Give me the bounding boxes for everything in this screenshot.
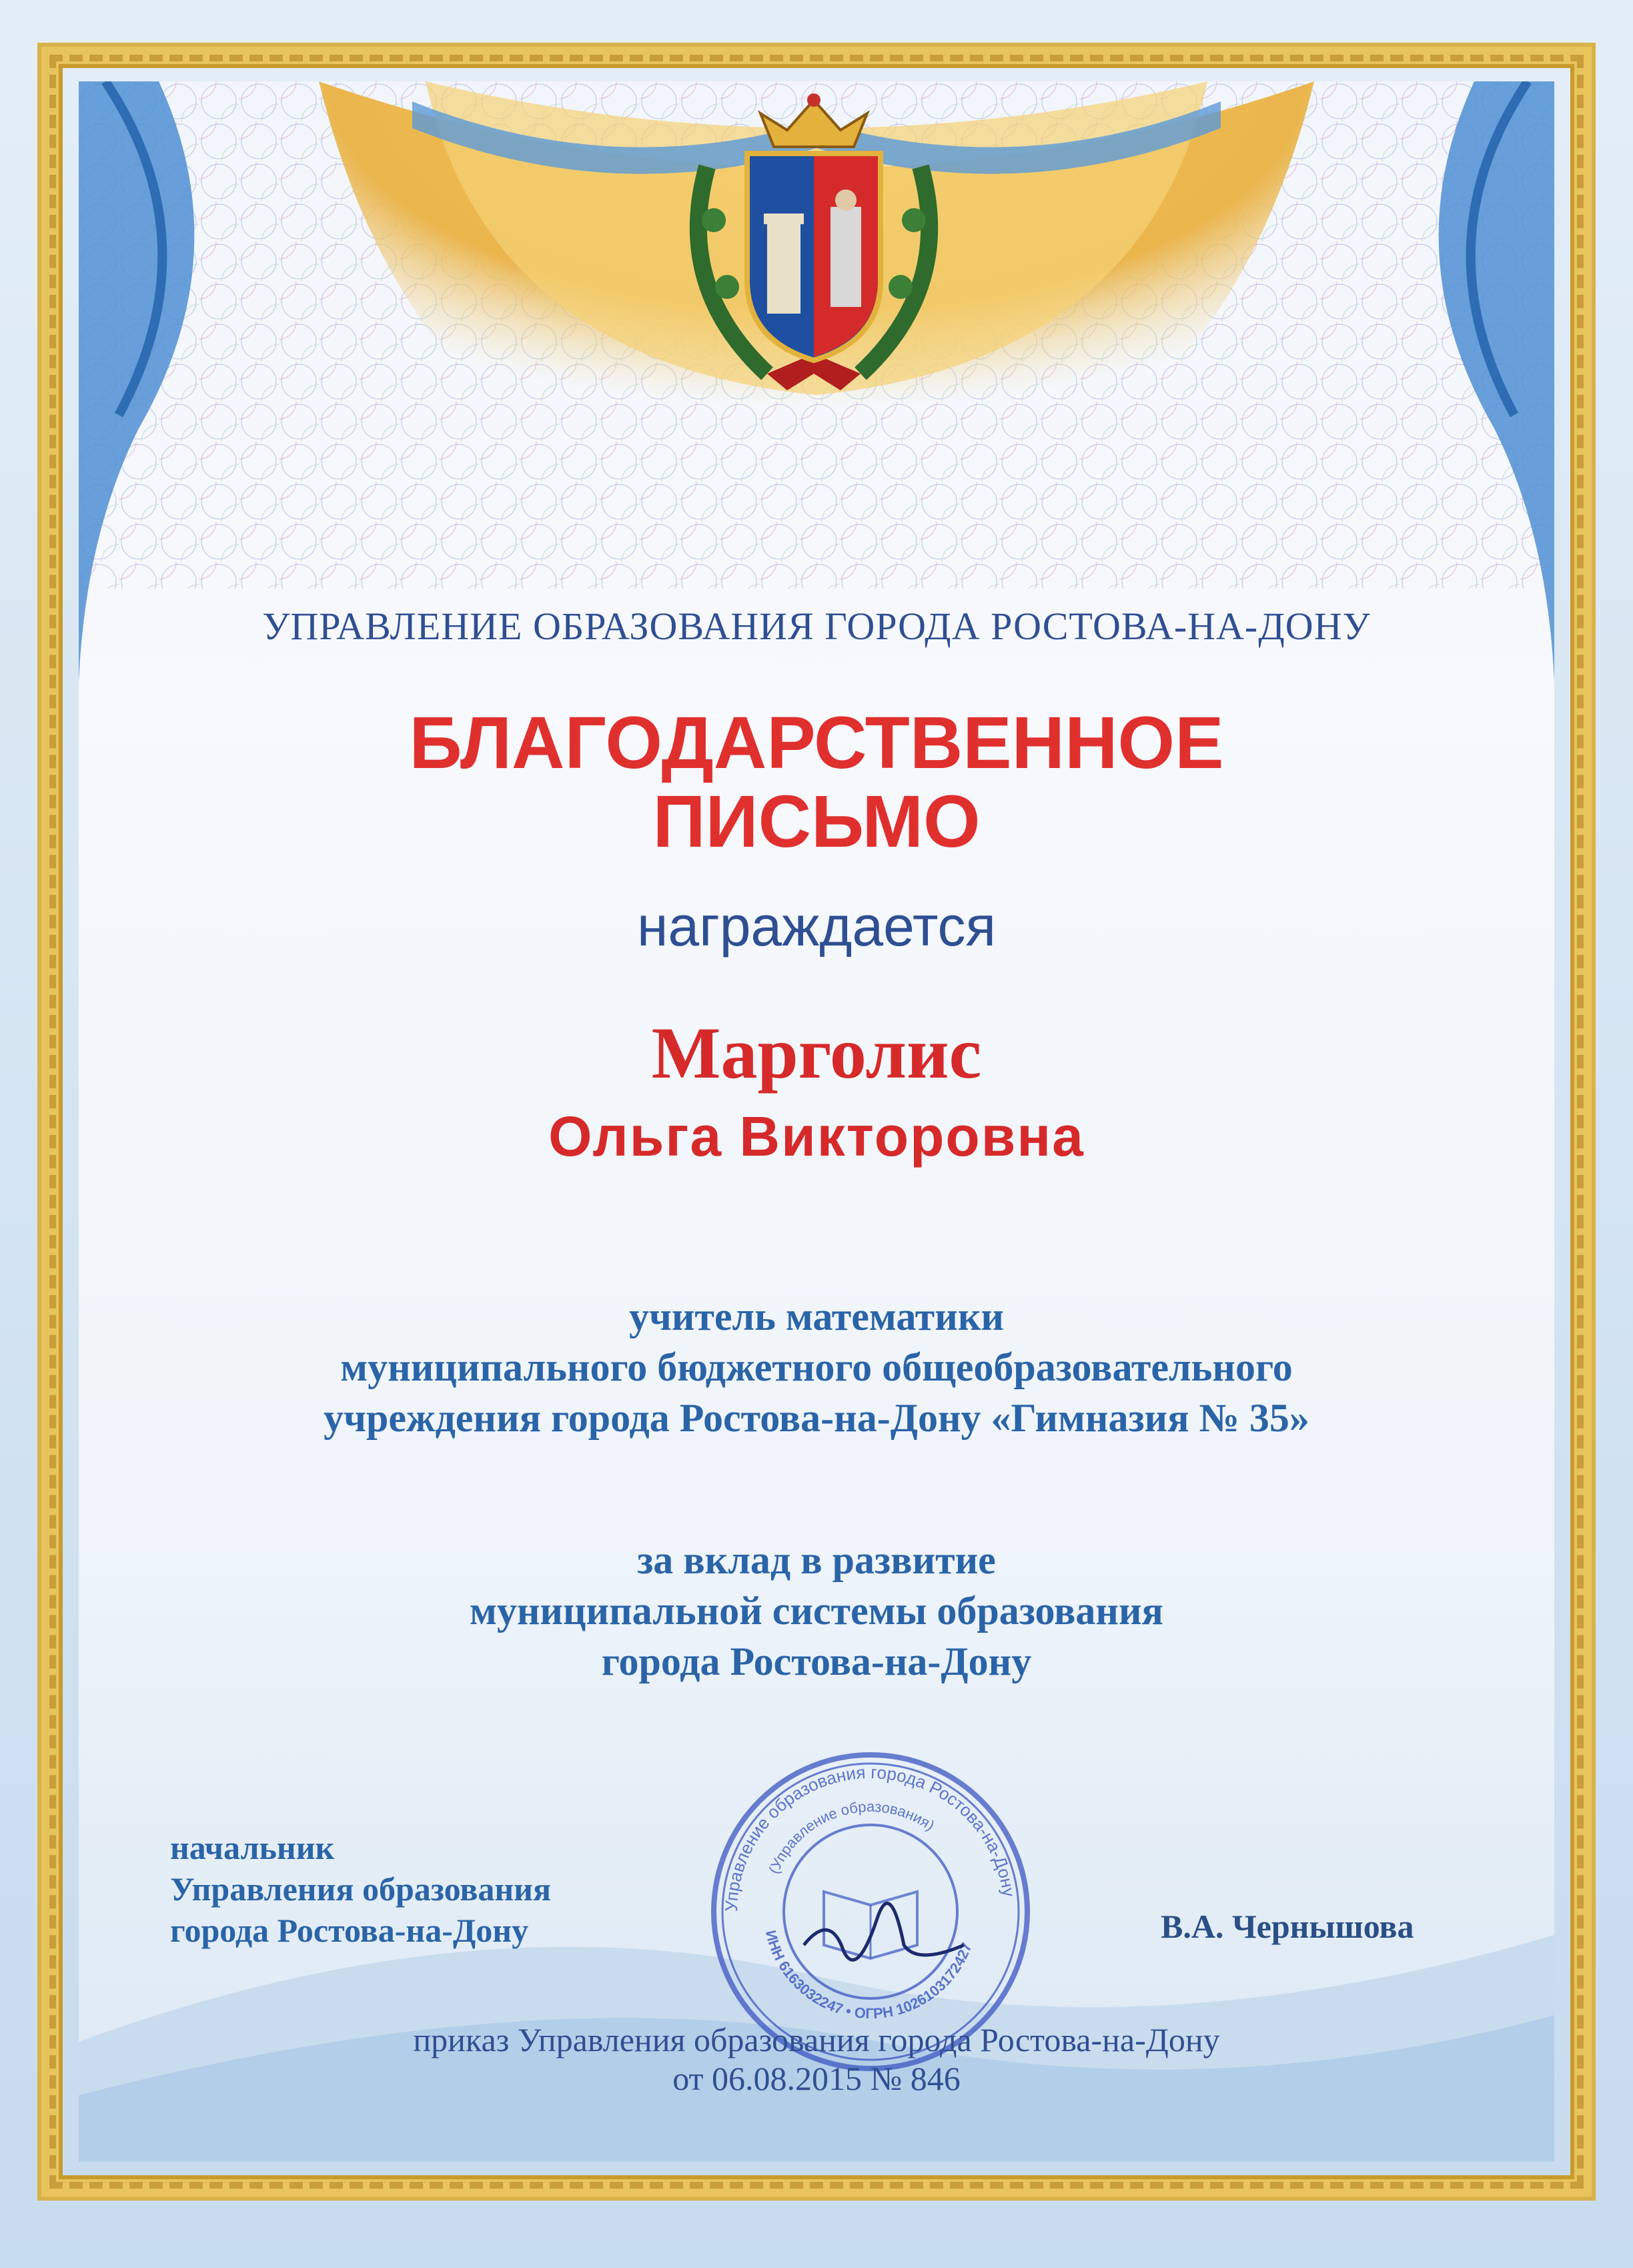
- merit-line-2: муниципальной системы образования: [469, 1589, 1164, 1633]
- certificate-title: [79, 704, 1554, 861]
- recipient-surname: Марголис: [651, 1012, 982, 1094]
- recipient-position: [79, 1291, 1554, 1443]
- position-line-3: учреждения города Ростова-на-Дону «Гимназия № 35»: [324, 1396, 1309, 1440]
- left-ribbon: [79, 81, 292, 682]
- issuing-organization: УПРАВЛЕНИЕ ОБРАЗОВАНИЯ ГОРОДА РОСТОВА-НА-ДОНУ: [262, 605, 1371, 648]
- signatory-title-line-1: начальник: [170, 1829, 335, 1866]
- merit-line-1: за вклад в развитие: [637, 1538, 996, 1582]
- position-line-1: учитель математики: [628, 1294, 1004, 1339]
- order-reference: [79, 2020, 1554, 2098]
- title-line-2: ПИСЬМО: [652, 781, 981, 863]
- svg-text:Управление образования города: [721, 1762, 1019, 1912]
- signatory-title-line-3: города Ростова-на-Дону: [170, 1912, 529, 1949]
- coat-of-arms-icon: [667, 87, 961, 400]
- position-line-2: муниципального бюджетного общеобразовательного: [340, 1345, 1293, 1389]
- stamp-outer-text: Управление образования города Ростова-на-Дону: [720, 1762, 1019, 1912]
- stamp-inner-text: (Управление образования): [765, 1798, 938, 1876]
- right-ribbon: [1341, 81, 1554, 682]
- stamp-registry-text: ИНН 6163032247 • ОГРН 1026103172427: [762, 1928, 975, 2022]
- signatory-name: В.А. Чернышова: [1161, 1908, 1414, 1945]
- awarded-label: награждается: [636, 895, 997, 958]
- signature-scribble: [804, 1904, 964, 1960]
- title-line-1: БЛАГОДАРСТВЕННОЕ: [409, 702, 1224, 784]
- order-line-1: приказ Управления образования города Ростова-на-Дону: [413, 2021, 1220, 2058]
- award-reason: [79, 1535, 1554, 1687]
- recipient-given-names: Ольга Викторовна: [548, 1105, 1085, 1168]
- signatory-title: [170, 1827, 551, 1951]
- merit-line-3: города Ростова-на-Дону: [601, 1639, 1032, 1683]
- signatory-title-line-2: Управления образования: [170, 1870, 551, 1908]
- order-line-2: от 06.08.2015 № 846: [672, 2060, 961, 2097]
- svg-text:(Управление образования): [765, 1798, 938, 1876]
